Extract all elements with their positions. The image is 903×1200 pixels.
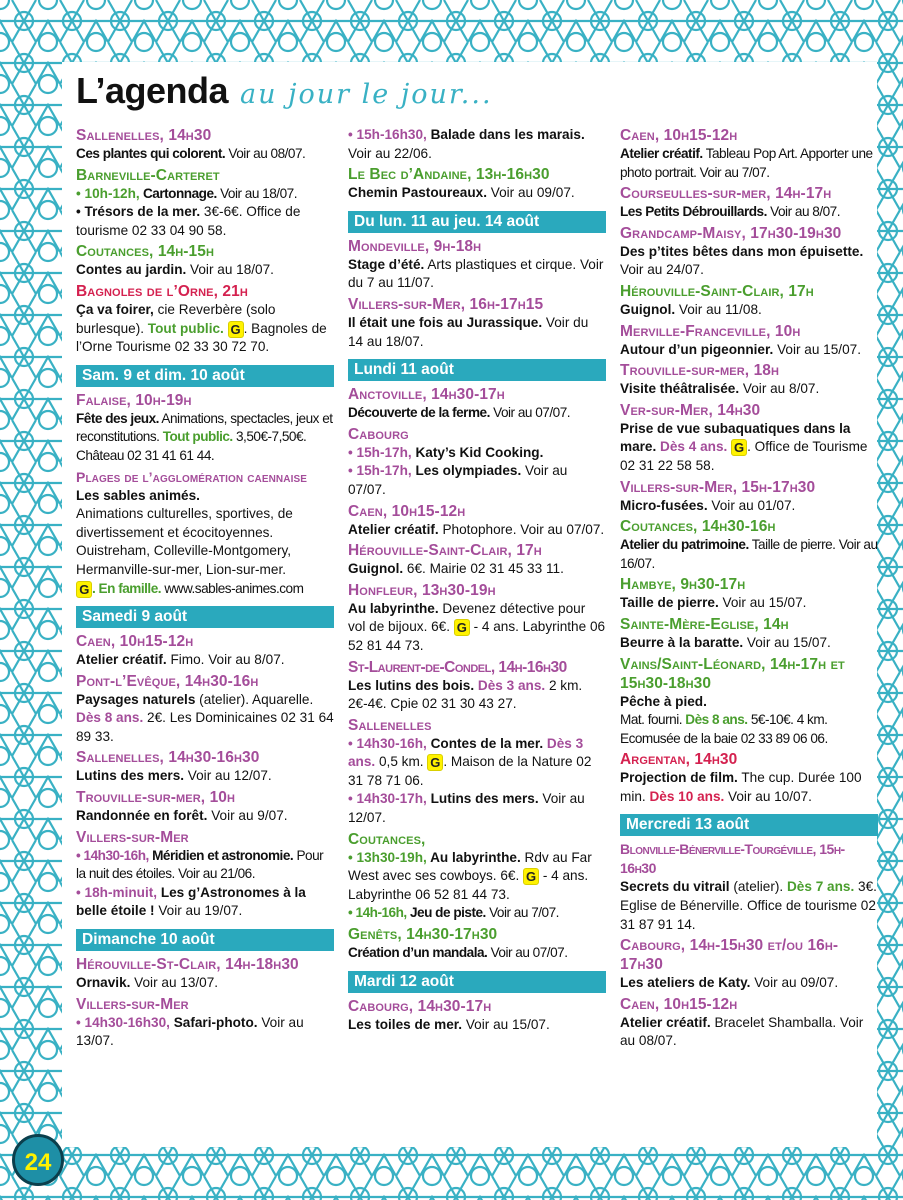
event-place: Pont-l’Evêque, 14h30-16h [76,672,259,690]
event-title: Il était une fois au Jurassique. [348,314,543,330]
event-details: Rdv au Far West avec ses cowboys. 6€. [348,849,592,884]
event-entry [620,655,878,749]
event-time: • 14h-16h, [348,905,407,921]
age-label: Dès 10 ans. [649,788,725,804]
event-entry [348,237,606,293]
event-place: St-Laurent-de-Condel, 14h-16h30 [348,658,567,676]
event-place: Sallenelles, 14h30 [76,127,212,144]
event-place: Plages de l’agglomération caennaise [76,468,307,485]
event-title: Les lutins des bois. [348,677,475,693]
event-time: • 18h-minuit, [76,884,158,900]
event-details: Voir au 09/07. [750,975,839,991]
date-header: Du lun. 11 au jeu. 14 août [348,211,606,233]
event-title: Safari-photo. [169,1014,258,1030]
event-details: Voir au 08/07. [225,146,306,161]
event-entry [348,830,606,923]
event-details: Bracelet Shamballa. Voir au 08/07. [620,1014,864,1049]
event-title: Ces plantes qui colorent. [76,146,226,161]
date-header: Mardi 12 août [348,971,606,993]
column-1 [76,126,334,1053]
event-place: Cabourg, 14h30-17h [348,997,492,1015]
event-entry [76,126,334,164]
event-entry [348,126,606,163]
event-title: Atelier créatif. [348,521,439,537]
event-title: Découverte de la ferme. [348,405,490,421]
event-place: Villers-sur-Mer [76,995,189,1013]
event-details: 2€. Les Dominicaines 02 31 64 89 33. [76,710,334,744]
event-title: Contes au jardin. [76,262,187,278]
event-entry [620,126,878,182]
event-place: Caen, 10h15-12h [348,502,466,520]
free-badge-icon: G [731,439,747,456]
event-title: Jeu de piste. [406,905,486,921]
event-entry [620,322,878,360]
event-entry [620,995,878,1051]
event-place: Villers-sur-Mer, 15h-17h30 [620,478,816,496]
event-place: Trouville-sur-mer, 18h [620,362,780,380]
event-title: Pêche à pied. [620,693,707,709]
title-main: L’agenda [76,70,229,111]
event-place: Argentan, 14h30 [620,751,738,769]
event-details: Fimo. Voir au 8/07. [166,652,285,668]
event-title: Beurre à la baratte. [620,634,744,650]
event-title: Taille de pierre. [620,595,719,611]
column-3 [620,126,878,1053]
event-title: Prise de vue subaquatiques dans la mare. [620,420,851,455]
event-details: 0,5 km. [375,754,428,770]
event-entry [348,997,606,1035]
audience-label: Tout public. [147,320,224,336]
event-title: Au labyrinthe. [348,600,439,616]
event-details: Voir au 11/08. [675,301,762,317]
free-badge-icon: G [523,868,539,885]
event-details: Animations culturelles, sportives, de divertissement et écocitoyennes. Ouistreham, Colleville-Montgomery, Hermanville-sur-mer, Lion-sur-mer. [76,506,293,577]
event-title: Les toiles de mer. [348,1016,463,1032]
event-title: Projection de film. [620,770,738,786]
event-entry [76,672,334,747]
event-title: Guignol. [348,561,404,577]
event-title: Visite théâtralisée. [620,381,740,397]
event-place: Blonville-Bénerville-Tourgéville, 15h-16h30 [620,841,845,877]
event-place: Grandcamp-Maisy, 17h30-19h30 [620,224,842,242]
date-header: Dimanche 10 août [76,929,334,951]
audience-label: Tout public. [162,429,233,445]
event-details: Tableau Pop Art. Apporter une photo portrait. Voir au 7/07. [620,146,873,180]
event-place: Caen, 10h15-12h [76,633,194,651]
event-title: Chemin Pastoureaux. [348,185,487,201]
event-place: Ver-sur-Mer, 14h30 [620,401,761,419]
event-entry [620,517,878,573]
event-entry [620,184,878,222]
event-title: Des p’tites bêtes dans mon épuisette. [620,243,864,259]
event-title: Stage d’été. [348,256,425,272]
age-label: Dès 8 ans. [685,712,748,728]
audience-label: . En famille. [92,580,162,596]
free-badge-icon: G [427,754,443,771]
event-details: Voir au 7/07. [485,905,559,921]
event-details: Voir au 15/07. [743,634,831,650]
event-details: Voir au 01/07. [707,497,796,513]
event-place: Villers-sur-Mer [76,828,189,846]
event-title: Création d’un mandala. [348,945,488,961]
event-title: Randonnée en forêt. [76,808,208,824]
free-badge-icon: G [228,321,244,338]
event-details: . Office de Tourisme 02 31 22 58 58. [620,439,868,473]
event-time: • 14h30-16h, [348,735,427,751]
event-title: Micro-fusées. [620,497,708,513]
event-entry [348,925,606,963]
event-place: Le Bec d’Andaine, 13h-16h30 [348,166,550,184]
event-title: Lutins des mers. [426,791,539,807]
event-website: www.sables-animes.com [161,580,304,596]
event-entry [76,632,334,670]
event-title: Guignol. [620,301,676,317]
event-entry [76,748,334,786]
event-place: Caen, 10h15-12h [620,995,738,1013]
event-details: Arts plastiques et cirque. Voir du 7 au 11/07. [348,256,604,291]
event-entry [620,478,878,516]
event-place: Trouville-sur-mer, 10h [76,789,236,807]
event-details: 3€. Eglise de Bénerville. Office de tourisme 02 31 87 91 14. [620,879,877,932]
event-place: Cabourg [348,425,409,443]
event-place: Caen, 10h15-12h [620,127,738,144]
event-place: Hambye, 9h30-17h [620,576,746,594]
event-details: Voir au 12/07. [348,791,585,826]
event-title: Atelier créatif. [76,652,167,668]
event-details: (atelier). Aquarelle. [195,691,314,707]
event-entry [620,575,878,613]
event-title: Atelier du patrimoine. [620,537,749,553]
date-header: Mercredi 13 août [620,814,878,836]
agenda-page [62,62,877,1147]
event-details: cie Reverbère (solo burlesque). [76,301,276,336]
event-entry [76,828,334,921]
event-time: • 15h-17h, [348,463,412,479]
event-place: Mondeville, 9h-18h [348,237,482,255]
event-entry [348,385,606,423]
event-place: Coutances, 14h30-16h [620,518,776,536]
event-place: Sainte-Mère-Eglise, 14h [620,615,789,633]
event-entry [620,840,878,934]
title-script: au jour le jour... [240,79,493,110]
event-entry [348,716,606,828]
event-entry [620,224,878,280]
event-title: Au labyrinthe. [426,849,521,865]
event-title: Les sables animés. [76,487,200,503]
event-details: Voir au 12/07. [184,768,272,784]
event-place: Coutances, 14h-15h [76,243,215,261]
event-entry [76,391,334,466]
event-title: Fête des jeux. [76,410,159,426]
event-title: Balade dans les marais. [426,127,585,142]
event-entry [76,166,334,241]
event-details: Voir au 18/07. [216,185,297,201]
event-title: Paysages naturels [76,691,196,707]
event-title: • Trésors de la mer. [76,204,201,220]
age-label: Dès 7 ans. [786,879,855,895]
event-place: Hérouville-Saint-Clair, 17h [620,282,814,300]
event-details: Voir au 15/07. [773,341,861,357]
event-details: Animations, spectacles, jeux et reconstitutions. [76,410,333,445]
date-header: Sam. 9 et dim. 10 août [76,365,334,387]
event-entry [348,502,606,540]
event-time: • 14h30-16h30, [76,1014,170,1030]
event-details: Voir au 9/07. [207,808,288,824]
event-entry [348,581,606,656]
age-label: Dès 8 ans. [76,710,144,726]
event-details: Voir au 22/06. [348,145,432,161]
event-place: Hérouville-St-Clair, 14h-18h30 [76,956,299,974]
event-details: Mat. fourni. [620,712,686,728]
event-entry [76,995,334,1051]
event-title: Katy’s Kid Cooking. [411,444,544,460]
event-details: Voir du 14 au 18/07. [348,314,589,349]
event-details: 3,50€-7,50€. Château 02 31 41 61 44. [76,429,307,463]
event-place: Falaise, 10h-19h [76,391,192,409]
event-title: Les Petits Débrouillards. [620,204,767,220]
event-entry [348,658,606,714]
event-time: • 15h-16h30, [348,127,427,142]
event-entry [348,165,606,203]
event-title: Lutins des mers. [76,768,185,784]
event-place: Bagnoles de l’Orne, 21h [76,282,248,300]
event-time: • 10h-12h, [76,185,140,201]
age-label: Dès 3 ans. [348,735,584,770]
date-header: Samedi 9 août [76,606,334,628]
event-entry [76,955,334,993]
event-details: Voir au 15/07. [462,1016,550,1032]
event-entry [348,295,606,351]
event-entry [620,615,878,653]
event-place: Sallenelles [348,716,432,734]
event-place: Villers-sur-Mer, 16h-17h15 [348,295,544,313]
event-details: Photophore. Voir au 07/07. [438,521,605,537]
event-entry [76,242,334,280]
event-entry [620,750,878,806]
event-details: Voir au 15/07. [718,595,807,611]
event-title: Contes de la mer. [426,735,544,751]
event-place: Merville-Franceville, 10h [620,322,801,340]
event-details: (atelier). [729,879,787,895]
age-label: Dès 4 ans. [656,439,728,455]
event-place: Genêts, 14h30-17h30 [348,926,498,944]
event-details: Voir au 13/07. [130,975,219,991]
page-number: 24 [12,1134,64,1186]
event-place: Barneville-Carteret [76,166,220,184]
event-place: Cabourg, 14h-15h30 et/ou 16h-17h30 [620,937,839,974]
event-details: - 4 ans. Labyrinthe 06 52 81 44 73. [348,619,606,653]
event-details: 2 km. 2€-4€. Cpie 02 31 30 43 27. [348,677,583,712]
event-details: Voir au 8/07. [766,204,841,220]
event-details: Voir au 10/07. [724,788,812,804]
event-details: Voir au 18/07. [186,262,274,278]
event-details: Voir au 07/07. [489,405,571,421]
event-place: Coutances, [348,830,426,848]
event-entry [76,788,334,826]
event-entry [620,282,878,320]
event-title: Les g’Astronomes à la belle étoile ! [76,884,306,919]
event-place: Vains/Saint-Léonard, 14h-17h et 15h30-18h30 [620,655,845,692]
event-entry [348,425,606,500]
event-details: . Bagnoles de l’Orne Tourisme 02 33 30 72 70. [76,320,327,355]
date-header: Lundi 11 août [348,359,606,381]
event-entry [620,401,878,476]
event-time: • 13h30-19h, [348,849,427,865]
event-details: Voir au 07/07. [487,945,568,961]
event-title: Secrets du vitrail [620,879,730,895]
event-details: The cup. Durée 100 min. [620,770,862,804]
event-entry [348,541,606,579]
event-details: Devenez détective pour vol de bijoux. 6€. [348,600,586,635]
event-details: 3€-6€. Office de tourisme 02 33 04 90 58. [76,204,301,238]
event-entry [620,936,878,993]
event-title: Les olympiades. [411,463,522,479]
event-place: Anctoville, 14h30-17h [348,386,505,404]
free-badge-icon: G [454,619,470,636]
age-label: Dès 3 ans. [474,677,546,693]
event-details: - 4 ans. Labyrinthe 06 52 81 44 73. [348,868,589,902]
free-badge-icon: G [76,581,92,598]
event-place: Hérouville-Saint-Clair, 17h [348,542,542,560]
event-title: Ornavik. [76,975,131,991]
event-details: 6€. Mairie 02 31 45 33 11. [403,561,564,577]
event-place: Honfleur, 13h30-19h [348,581,496,599]
event-entry [76,282,334,357]
event-details: Taille de pierre. Voir au 16/07. [620,537,878,571]
event-title: Les ateliers de Katy. [620,975,751,991]
event-title: Atelier créatif. [620,1014,711,1030]
event-details: Voir au 8/07. [739,381,820,397]
event-details: Voir au 19/07. [154,903,243,919]
event-details: . Maison de la Nature 02 31 78 71 06. [348,754,592,788]
event-details: Pour la nuit des étoiles. Voir au 21/06. [76,847,324,882]
event-time: • 15h-17h, [348,444,412,460]
event-place: Courseulles-sur-mer, 14h-17h [620,185,832,203]
event-title: Autour d’un pigeonnier. [620,341,774,357]
event-title: Ça va foirer, [76,301,154,317]
column-2 [348,126,606,1036]
event-entry [620,361,878,399]
event-title: Méridien et astronomie. [148,847,294,863]
page-title [76,70,493,126]
event-time: • 14h30-17h, [348,791,427,807]
event-details: 5€-10€. 4 km. Ecomusée de la baie 02 33 89 06 06. [620,712,828,746]
event-details: Voir au 13/07. [76,1014,304,1049]
event-details: Voir au 07/07. [348,463,568,497]
event-details: Voir au 24/07. [620,262,704,278]
event-details: Voir au 09/07. [487,185,575,201]
event-time: • 14h30-16h, [76,847,149,863]
event-title: Atelier créatif. [620,146,703,161]
event-entry [76,468,334,599]
event-title: Cartonnage. [139,185,217,201]
event-place: Sallenelles, 14h30-16h30 [76,749,260,767]
